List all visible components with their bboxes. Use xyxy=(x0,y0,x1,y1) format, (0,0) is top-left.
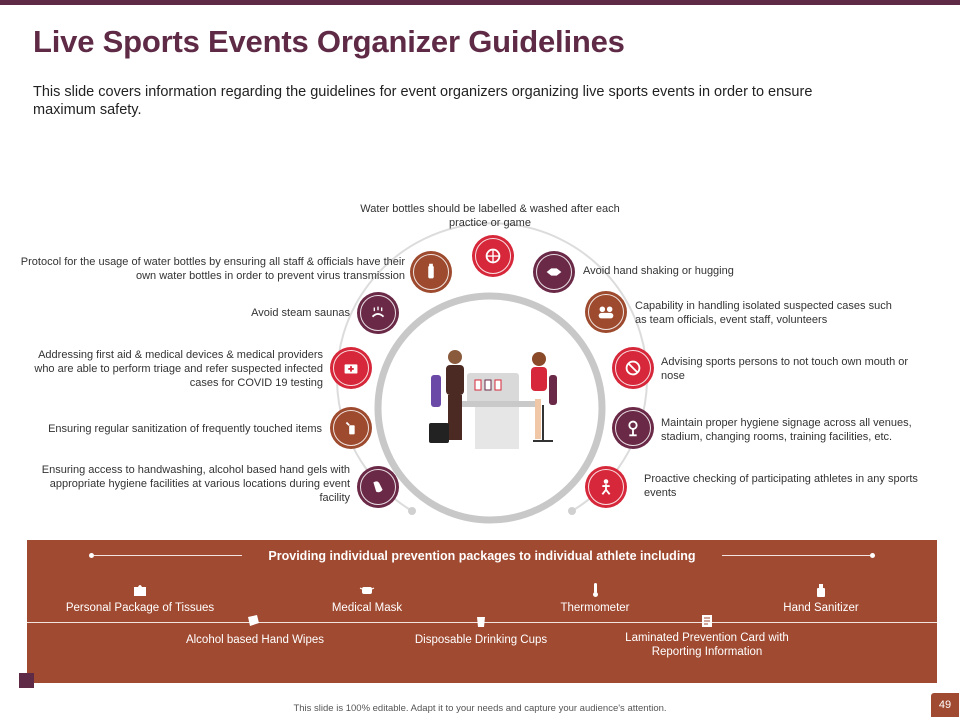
guideline-left-5-text: Ensuring access to handwashing, alcohol based hand gels with appropriate hygiene facilities at various locations during event facility xyxy=(41,464,350,504)
package-item-thermometer: Thermometer xyxy=(560,602,630,614)
guideline-left-3-text: Addressing first aid & medical devices & medical providers who are able to perform triage and refer suspected infected cases for COVID 19 testing xyxy=(34,349,323,389)
no-touch-face-icon xyxy=(612,347,654,389)
guidelines-diagram xyxy=(0,195,960,535)
heading-dot-right xyxy=(870,553,875,558)
water-bottle-icon xyxy=(410,251,452,293)
globe-virus-icon xyxy=(472,235,514,277)
guideline-right-2-text: Capability in handling isolated suspected cases such as team officials, event staff, volunteers xyxy=(635,300,892,326)
meeting-illustration xyxy=(415,345,575,465)
prevention-package-panel xyxy=(27,540,937,683)
hand-sanitizer-icon xyxy=(813,582,829,598)
corner-square xyxy=(19,673,34,688)
page-title: Live Sports Events Organizer Guidelines xyxy=(33,24,625,59)
guideline-top-text: Water bottles should be labelled & washed after each practice or game xyxy=(360,203,620,229)
handshake-icon xyxy=(533,251,575,293)
package-item-wipes: Alcohol based Hand Wipes xyxy=(185,634,325,646)
page-number-badge: 49 xyxy=(931,693,959,717)
package-item-mask: Medical Mask xyxy=(331,602,403,614)
page-subtitle: This slide covers information regarding the guidelines for event organizers organizing live sports events in order to ensure maximum safety. xyxy=(33,84,813,118)
footer-note: This slide is 100% editable. Adapt it to your needs and capture your audience's attention. xyxy=(293,703,667,714)
drinking-cup-icon xyxy=(473,613,489,629)
heading-line-right xyxy=(722,555,870,556)
guideline-right-4-text: Maintain proper hygiene signage across all venues, stadium, changing rooms, training facilities, etc. xyxy=(661,417,912,443)
guideline-left-2-text: Avoid steam saunas xyxy=(251,307,350,319)
prevention-heading: Providing individual prevention packages to individual athlete including xyxy=(268,549,696,563)
package-item-sanitizer: Hand Sanitizer xyxy=(783,602,859,614)
sanitizer-spray-icon xyxy=(330,407,372,449)
package-item-tissues: Personal Package of Tissues xyxy=(65,602,215,614)
sauna-icon xyxy=(357,292,399,334)
medical-mask-icon xyxy=(359,582,375,598)
guideline-right-3-text: Advising sports persons to not touch own mouth or nose xyxy=(661,356,909,382)
package-item-cups: Disposable Drinking Cups xyxy=(414,634,548,646)
top-accent-bar xyxy=(0,0,960,5)
guideline-left-4-text: Ensuring regular sanitization of frequently touched items xyxy=(48,423,322,435)
hand-wipes-icon xyxy=(245,613,261,629)
guideline-left-1-text: Protocol for the usage of water bottles by ensuring all staff & officials have their own water bottles in order to prevent virus transmission xyxy=(20,256,405,282)
package-item-card: Laminated Prevention Card with Reporting Information xyxy=(625,632,789,658)
tissue-box-icon xyxy=(132,582,148,598)
prevention-card-icon xyxy=(699,613,715,629)
signage-icon xyxy=(612,407,654,449)
hand-wash-icon xyxy=(357,466,399,508)
athlete-check-icon xyxy=(585,466,627,508)
group-people-icon xyxy=(585,291,627,333)
guideline-right-5-text: Proactive checking of participating athletes in any sports events xyxy=(644,473,918,499)
guideline-right-1-text: Avoid hand shaking or hugging xyxy=(583,265,734,277)
first-aid-kit-icon xyxy=(330,347,372,389)
thermometer-icon xyxy=(587,582,603,598)
